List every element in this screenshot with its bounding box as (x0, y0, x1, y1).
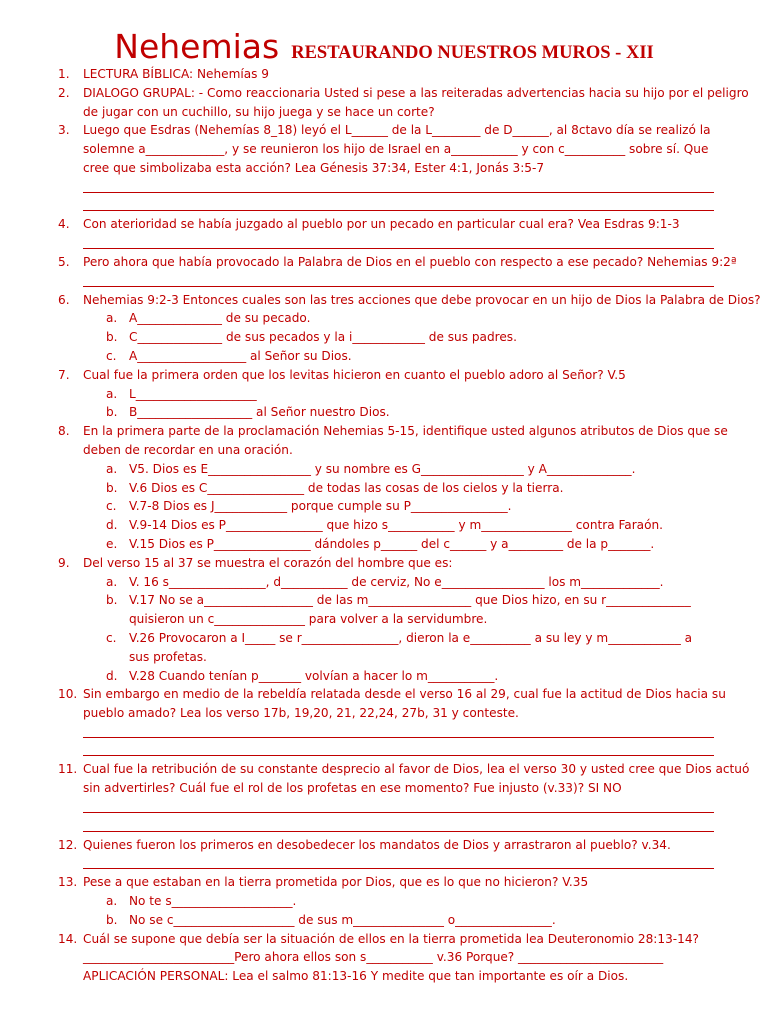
sub-item-letter: a. (106, 894, 118, 909)
page-subtitle: RESTAURANDO NUESTROS MUROS - XII (291, 43, 654, 63)
question-number: 7. (58, 367, 70, 382)
sub-item-text: V.15 Dios es P________________ dándoles p______ del c______ y a_________ de la p_______. (129, 536, 655, 551)
question-10-cont (0, 704, 768, 723)
answer-line-3a[interactable] (0, 178, 768, 197)
question-10 (0, 685, 768, 704)
personal-application (0, 967, 768, 986)
question-4 (0, 215, 768, 234)
answer-line-3b[interactable] (0, 197, 768, 216)
question-2-cont (0, 103, 768, 122)
question-number: 2. (58, 85, 70, 100)
answer-line-10a[interactable] (0, 723, 768, 742)
sub-item-text: V.6 Dios es C________________ de todas las cosas de los cielos y la tierra. (129, 480, 564, 495)
sub-item-text: V.9-14 Dios es P________________ que hizo s___________ y m_______________ contra Faraón. (129, 518, 664, 533)
sub-item-letter: b. (106, 593, 118, 608)
sub-item-letter: d. (106, 668, 118, 683)
sub-item (0, 516, 768, 535)
question-13 (0, 873, 768, 892)
sub-item-text: C______________ de sus pecados y la i____________ de sus padres. (129, 330, 517, 345)
question-text: Sin embargo en medio de la rebeldía relatada desde el verso 16 al 29, cual fue la actitud de Dios hacia su (83, 687, 726, 702)
question-number: 1. (58, 67, 70, 81)
question-text: Luego que Esdras (Nehemías 8_18) leyó el L______ de la L________ de D______, al 8ctavo día se realizó la (83, 123, 711, 138)
answer-line-11a[interactable] (0, 798, 768, 817)
answer-line-5[interactable] (0, 272, 768, 291)
sub-item (0, 667, 768, 686)
question-3 (0, 121, 768, 140)
question-number: 6. (58, 292, 70, 307)
sub-item (0, 497, 768, 516)
question-text: LECTURA BÍBLICA: Nehemías 9 (83, 67, 269, 81)
sub-item-text: quisieron un c_______________ para volver a la servidumbre. (129, 612, 488, 627)
question-number: 5. (58, 254, 70, 269)
sub-item-text: No te s____________________. (129, 894, 297, 909)
sub-item-letter: c. (106, 348, 117, 363)
sub-item-text: sus profetas. (129, 649, 207, 664)
question-12 (0, 836, 768, 855)
question-11 (0, 760, 768, 779)
question-14-cont (0, 948, 768, 967)
sub-item-cont (0, 648, 768, 667)
sub-item-text: A______________ de su pecado. (129, 311, 311, 326)
page-title: Nehemias (114, 27, 280, 66)
sub-item-letter: a. (106, 461, 118, 476)
sub-item (0, 591, 768, 610)
question-text: Con aterioridad se había juzgado al pueblo por un pecado en particular cual era? Vea Esdras 9:1-3 (83, 217, 680, 232)
sub-item-letter: e. (106, 536, 118, 551)
question-text: Pese a que estaban en la tierra prometida por Dios, que es lo que no hicieron? V.35 (83, 875, 589, 890)
sub-item (0, 403, 768, 422)
question-number: 11. (58, 762, 78, 777)
sub-item-letter: d. (106, 518, 118, 533)
sub-item (0, 629, 768, 648)
sub-item-letter: a. (106, 574, 118, 589)
question-text: Pero ahora que había provocado la Palabra de Dios en el pueblo con respecto a ese pecado? Nehemias 9:2ª (83, 254, 737, 269)
question-text: deben de recordar en una oración. (83, 442, 293, 457)
question-number: 9. (58, 555, 70, 570)
question-number: 3. (58, 123, 70, 138)
sub-item-letter: b. (106, 330, 118, 345)
question-text: Cual fue la primera orden que los levitas hicieron en cuanto el pueblo adoro al Señor? V.5 (83, 367, 626, 382)
sub-item-letter: a. (106, 386, 118, 401)
sub-item-letter: c. (106, 499, 117, 514)
question-text: sin advertirles? Cuál fue el rol de los profetas en ese momento? Fue injusto (v.33)? SI NO (83, 781, 622, 796)
question-text: Quienes fueron los primeros en desobedecer los mandatos de Dios y arrastraron al pueblo? v.34. (83, 837, 671, 852)
question-14 (0, 930, 768, 949)
question-8-cont (0, 441, 768, 460)
sub-item (0, 328, 768, 347)
question-number: 10. (58, 687, 78, 702)
question-6 (0, 291, 768, 310)
question-3-cont (0, 159, 768, 178)
answer-line-11b[interactable] (0, 817, 768, 836)
question-text: pueblo amado? Lea los verso 17b, 19,20, 21, 22,24, 27b, 31 y conteste. (83, 706, 519, 721)
sub-item-letter: a. (106, 311, 118, 326)
sub-item (0, 347, 768, 366)
sub-item-text: B___________________ al Señor nuestro Dios. (129, 405, 390, 420)
sub-item-text: No se c____________________ de sus m_______________ o________________. (129, 912, 556, 927)
question-text: Nehemias 9:2-3 Entonces cuales son las tres acciones que debe provocar en un hijo de Dios la Palabra de Dios? (83, 292, 761, 307)
answer-line-12[interactable] (0, 854, 768, 873)
sub-item (0, 535, 768, 554)
question-list (0, 65, 768, 986)
sub-item-text: V.28 Cuando tenían p_______ volvían a hacer lo m___________. (129, 668, 499, 683)
sub-item-letter: b. (106, 405, 118, 420)
question-text: En la primera parte de la proclamación Nehemias 5-15, identifique usted algunos atributos de Dios que se (83, 424, 728, 439)
question-8 (0, 422, 768, 441)
sub-item (0, 479, 768, 498)
sub-item-text: A__________________ al Señor su Dios. (129, 348, 352, 363)
question-number: 8. (58, 424, 70, 439)
question-number: 12. (58, 837, 78, 852)
question-2 (0, 84, 768, 103)
sub-item-text: L____________________ (129, 386, 257, 401)
question-text: solemne a_____________, y se reunieron los hijo de Israel en a___________ y con c__________ sobre sí. Que (83, 142, 709, 157)
sub-item-text: V5. Dios es E_________________ y su nombre es G_________________ y A______________. (129, 461, 636, 476)
question-text: Cuál se supone que debía ser la situación de ellos en la tierra prometida lea Deuteronomio 28:13-14? (83, 931, 699, 946)
sub-item-text: V.26 Provocaron a I_____ se r________________, dieron la e__________ a su ley y m____________ a (129, 630, 693, 645)
sub-item-letter: c. (106, 630, 117, 645)
question-text: DIALOGO GRUPAL: - Como reaccionaria Usted si pese a las reiteradas advertencias hacia su hijo por el peligro (83, 85, 749, 100)
question-11-cont (0, 779, 768, 798)
sub-item (0, 892, 768, 911)
question-number: 4. (58, 217, 70, 232)
sub-item-letter: b. (106, 912, 118, 927)
sub-item-cont (0, 610, 768, 629)
sub-item (0, 309, 768, 328)
question-text: de jugar con un cuchillo, su hijo juega y se hace un corte? (83, 104, 435, 119)
question-5 (0, 253, 768, 272)
answer-line-10b[interactable] (0, 742, 768, 761)
question-text: cree que simbolizaba esta acción? Lea Génesis 37:34, Ester 4:1, Jonás 3:5-7 (83, 160, 545, 175)
sub-item (0, 460, 768, 479)
sub-item (0, 573, 768, 592)
answer-line-4[interactable] (0, 234, 768, 253)
question-1 (0, 65, 768, 84)
question-3-cont (0, 140, 768, 159)
sub-item-text: V. 16 s________________, d___________ de cerviz, No e_________________ los m_____________. (129, 574, 664, 589)
sub-item (0, 911, 768, 930)
question-7 (0, 366, 768, 385)
sub-item (0, 385, 768, 404)
application-text: APLICACIÓN PERSONAL: Lea el salmo 81:13-16 Y medite que tan importante es oír a Dios. (83, 969, 629, 984)
question-number: 14. (58, 931, 78, 946)
question-text: Del verso 15 al 37 se muestra el corazón del hombre que es: (83, 555, 453, 570)
sub-item-text: V.17 No se a__________________ de las m_________________ que Dios hizo, en su r______________ (129, 593, 691, 608)
question-number: 13. (58, 875, 78, 890)
question-9 (0, 554, 768, 573)
question-text: _________________________Pero ahora ellos son s___________ v.36 Porque? ________________________ (83, 950, 664, 965)
sub-item-letter: b. (106, 480, 118, 495)
question-text: Cual fue la retribución de su constante desprecio al favor de Dios, lea el verso 30 y usted cree que Dios actuó (83, 762, 750, 777)
sub-item-text: V.7-8 Dios es J____________ porque cumple su P________________. (129, 499, 512, 514)
